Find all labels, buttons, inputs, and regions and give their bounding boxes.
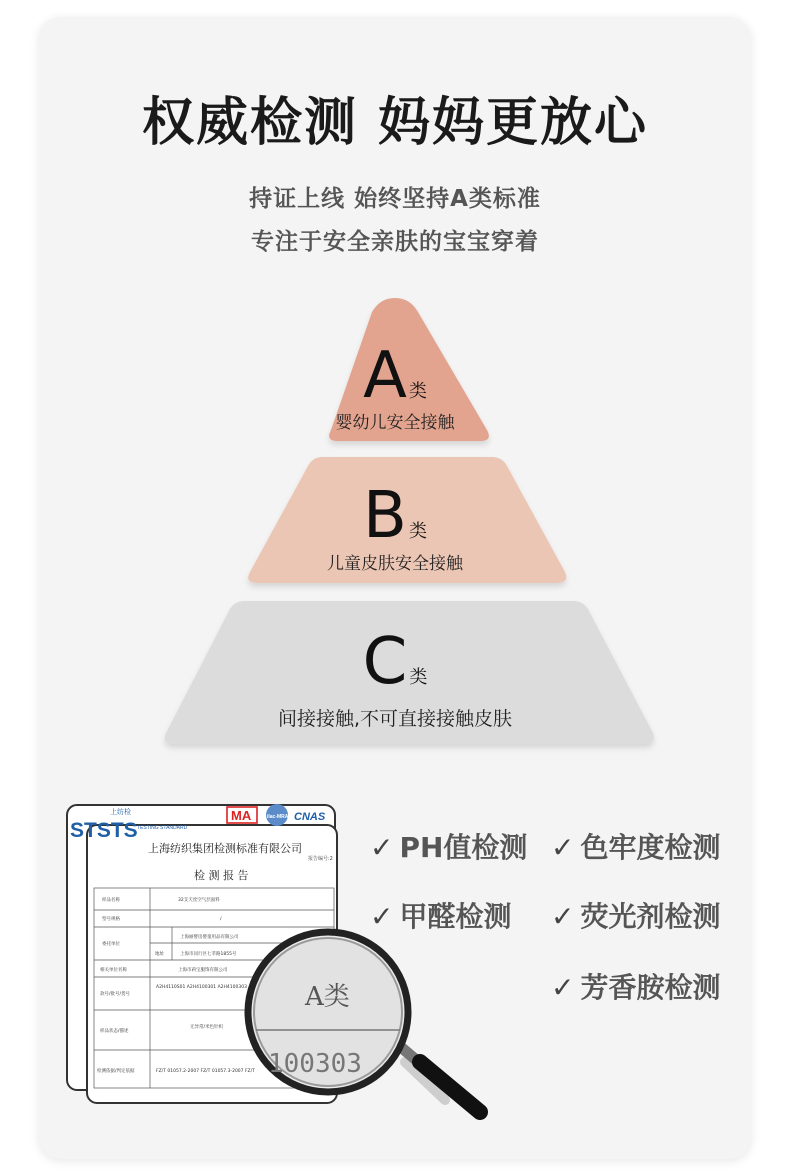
report-logo-sub: TESTING STANDARD (137, 825, 188, 831)
test-aromatic-amine (551, 966, 720, 1006)
report-row-label: 相关单位名称 (100, 968, 127, 973)
tier-c-grade (0, 625, 790, 699)
report-logo-cn: 上纺检 (110, 808, 131, 816)
magnified-number: 100303 (268, 1049, 362, 1079)
tier-a-suffix: 类 (408, 381, 427, 402)
report-row-label: 款号/批号/货号 (100, 992, 131, 997)
check-icon: ✓ (370, 900, 394, 933)
report-row-value: 无异常/米色针织 (190, 1025, 224, 1030)
report-company: 上海纺织集团检测标准有限公司 (148, 842, 302, 855)
tier-c-suffix: 类 (409, 667, 428, 688)
tier-c-desc-text: 间接接触,不可直接接触皮肤 (277, 708, 513, 730)
page-title: 权威检测 妈妈更放心 (141, 93, 649, 153)
tier-c-description (0, 704, 790, 731)
report-row-value: / (220, 917, 222, 922)
check-icon: ✓ (551, 831, 575, 864)
cnas-badge-text: CNAS (294, 811, 326, 823)
check-icon: ✓ (370, 831, 394, 864)
ma-badge-text: MA (231, 808, 252, 823)
report-row-value: FZ/T 01057.2-2007 FZ/T 01057.3-2007 FZ/T (156, 1069, 255, 1074)
tier-b-description (0, 549, 790, 574)
report-row-label: 样品名称 (102, 898, 120, 903)
test-formaldehyde-label: 甲醛检测 (399, 900, 512, 933)
check-icon: ✓ (551, 900, 575, 933)
report-row-value: A2H4110S01 A2H4100301 A2H4100303 (156, 985, 247, 990)
report-row-value: 32支天丝空气层面料 (178, 898, 220, 903)
subtitle-line-1: 持证上线 始终坚持A类标准 (249, 186, 541, 212)
report-row-label: 地址 (155, 952, 164, 957)
report-row-value: 上海市莉宝服饰有限公司 (178, 968, 228, 973)
tier-a-desc-text: 婴幼儿安全接触 (335, 413, 455, 433)
tier-a-letter: A (363, 339, 407, 413)
ilac-badge-text: ilac-MRA (267, 814, 289, 820)
tier-b-grade (0, 479, 790, 553)
report-row-label: 委托单位 (102, 942, 120, 947)
test-ph-label: PH值检测 (399, 831, 528, 864)
test-formaldehyde (370, 895, 511, 935)
tier-b-letter: B (363, 479, 407, 553)
magnified-grade: A类 (305, 982, 350, 1012)
tier-b-desc-text: 儿童皮肤安全接触 (327, 554, 463, 574)
test-aromatic-amine-label: 芳香胺检测 (580, 971, 721, 1004)
report-row-value: 上海丽婴房婴童用品有限公司 (180, 935, 239, 940)
test-fluorescent (551, 895, 720, 935)
report-row-label: 样品状态/描述 (100, 1029, 129, 1034)
check-icon: ✓ (551, 971, 575, 1004)
tier-a-grade (0, 339, 790, 413)
report-number: 报告编号:2 (308, 856, 333, 862)
report-logo: STSTS (70, 819, 138, 842)
tier-a-description (0, 408, 790, 433)
report-row-label: 检测依据/判定依据 (97, 1069, 135, 1074)
report-row-label: 型号规格 (102, 917, 120, 922)
test-ph (370, 826, 527, 866)
test-color-fastness (551, 826, 720, 866)
test-color-fastness-label: 色牢度检测 (580, 831, 721, 864)
tier-b-suffix: 类 (408, 521, 427, 542)
report-row-value: 上海市闵行区七莘路1855号 (180, 952, 237, 957)
tier-c-letter: C (362, 625, 408, 699)
test-fluorescent-label: 荧光剂检测 (580, 900, 721, 933)
report-title: 检 测 报 告 (194, 869, 249, 882)
subtitle-line-2: 专注于安全亲肤的宝宝穿着 (251, 229, 539, 255)
